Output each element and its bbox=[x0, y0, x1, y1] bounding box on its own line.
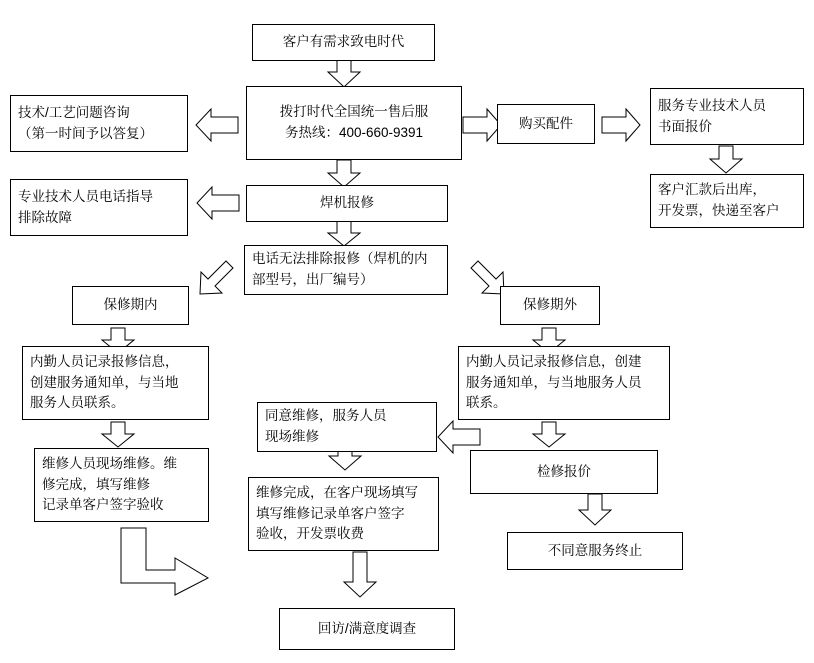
arrow-unresolved-to-inwarranty bbox=[196, 258, 234, 296]
agree-repair-box[interactable] bbox=[257, 402, 437, 452]
disagree-terminate-box[interactable] bbox=[507, 532, 683, 570]
office-record-warranty-box[interactable] bbox=[22, 346, 209, 420]
repair-done-invoice-box[interactable] bbox=[248, 477, 439, 551]
written-quote-line-2: 书面报价 bbox=[658, 118, 712, 134]
out-of-warranty-box[interactable] bbox=[500, 286, 600, 325]
welder-repair-line-1: 焊机报修 bbox=[320, 195, 374, 211]
office-record-outside-box[interactable] bbox=[458, 346, 670, 420]
arrow-onsite-to-followup bbox=[120, 528, 210, 596]
arrow-inspection-to-disagree bbox=[578, 494, 612, 526]
phone-guidance-line-2: 排除故障 bbox=[18, 209, 72, 225]
hotline-line-2: 务热线：400-660-9391 bbox=[284, 125, 424, 140]
arrow-quote-to-remittance bbox=[709, 146, 743, 174]
office-record-line-1: 内勤人员记录报修信息， bbox=[30, 353, 179, 369]
disagree-terminate-line-1: 不同意服务终止 bbox=[547, 542, 643, 558]
phone-unresolved-box[interactable] bbox=[244, 245, 448, 295]
arrow-hotline-to-consult bbox=[195, 108, 239, 142]
phone-guidance-box[interactable] bbox=[10, 179, 188, 236]
buy-parts-line-1: 购买配件 bbox=[519, 115, 573, 131]
tech-consult-line-1: 技术/工艺问题咨询 bbox=[18, 104, 130, 120]
office-record2-line-1: 内勤人员记录报修信息，创建 bbox=[466, 353, 642, 369]
hotline-line-1: 拨打时代全国统一售后服 bbox=[279, 104, 429, 120]
remittance-delivery-box[interactable] bbox=[650, 174, 804, 228]
arrow-repairdone-to-followup bbox=[343, 552, 377, 598]
remittance-line-2: 开发票，快递至客户 bbox=[658, 203, 780, 218]
arrow-welder-to-guidance bbox=[196, 186, 240, 220]
written-quote-line-1: 服务专业技术人员 bbox=[658, 97, 766, 113]
written-quote-box[interactable] bbox=[650, 88, 804, 145]
in-warranty-line-1: 保修期内 bbox=[103, 297, 158, 313]
office-record2-line-3: 联系。 bbox=[466, 395, 507, 411]
arrow-hotline-to-welder bbox=[327, 160, 361, 188]
onsite-repair-line-1: 维修人员现场维修。维 bbox=[42, 455, 177, 471]
repair-done-line-1: 维修完成，在客户现场填写 bbox=[256, 484, 418, 500]
office-record-line-3: 服务人员联系。 bbox=[30, 395, 125, 411]
tech-consult-box[interactable] bbox=[10, 95, 188, 152]
arrow-hotline-to-parts bbox=[462, 108, 502, 142]
inspection-quote-line-1: 检修报价 bbox=[537, 463, 591, 479]
welder-repair-box[interactable] bbox=[246, 185, 448, 222]
arrow-record-to-onsite bbox=[101, 422, 135, 448]
hotline-box[interactable] bbox=[246, 86, 462, 160]
customer-demand-box[interactable] bbox=[252, 24, 435, 61]
followup-survey-box[interactable] bbox=[279, 608, 455, 650]
in-warranty-box[interactable] bbox=[72, 286, 189, 325]
onsite-repair-box[interactable] bbox=[34, 448, 209, 522]
arrow-record2-to-inspection bbox=[532, 422, 566, 448]
customer-demand-line-1: 客户有需求致电时代 bbox=[282, 34, 405, 50]
office-record2-line-2: 服务通知单，与当地服务人员 bbox=[466, 374, 642, 390]
arrow-parts-to-quote bbox=[601, 108, 641, 142]
remittance-line-1: 客户汇款后出库， bbox=[658, 182, 766, 198]
onsite-repair-line-3: 记录单客户签字验收 bbox=[42, 497, 164, 513]
repair-done-line-3: 验收，开发票收费 bbox=[256, 526, 364, 542]
arrow-welder-to-unresolved bbox=[327, 221, 361, 247]
arrow-inspection-to-agree bbox=[437, 420, 481, 454]
phone-unresolved-line-2: 部型号，出厂编号） bbox=[252, 272, 374, 287]
agree-repair-line-2: 现场维修 bbox=[265, 429, 319, 444]
repair-done-line-2: 填写维修记录单客户签字 bbox=[256, 505, 405, 521]
buy-parts-box[interactable] bbox=[497, 104, 595, 144]
followup-survey-line-1: 回访/满意度调查 bbox=[317, 620, 417, 636]
arrow-demand-to-hotline bbox=[327, 58, 361, 88]
onsite-repair-line-2: 修完成，填写维修 bbox=[42, 476, 150, 492]
agree-repair-line-1: 同意维修，服务人员 bbox=[265, 408, 387, 424]
phone-guidance-line-1: 专业技术人员电话指导 bbox=[18, 188, 153, 204]
office-record-line-2: 创建服务通知单，与当地 bbox=[30, 374, 179, 390]
phone-unresolved-line-1: 电话无法排除报修（焊机的内 bbox=[252, 251, 428, 267]
inspection-quote-box[interactable] bbox=[470, 450, 658, 494]
out-of-warranty-line-1: 保修期外 bbox=[523, 297, 577, 313]
tech-consult-line-2: （第一时间予以答复） bbox=[18, 125, 153, 141]
